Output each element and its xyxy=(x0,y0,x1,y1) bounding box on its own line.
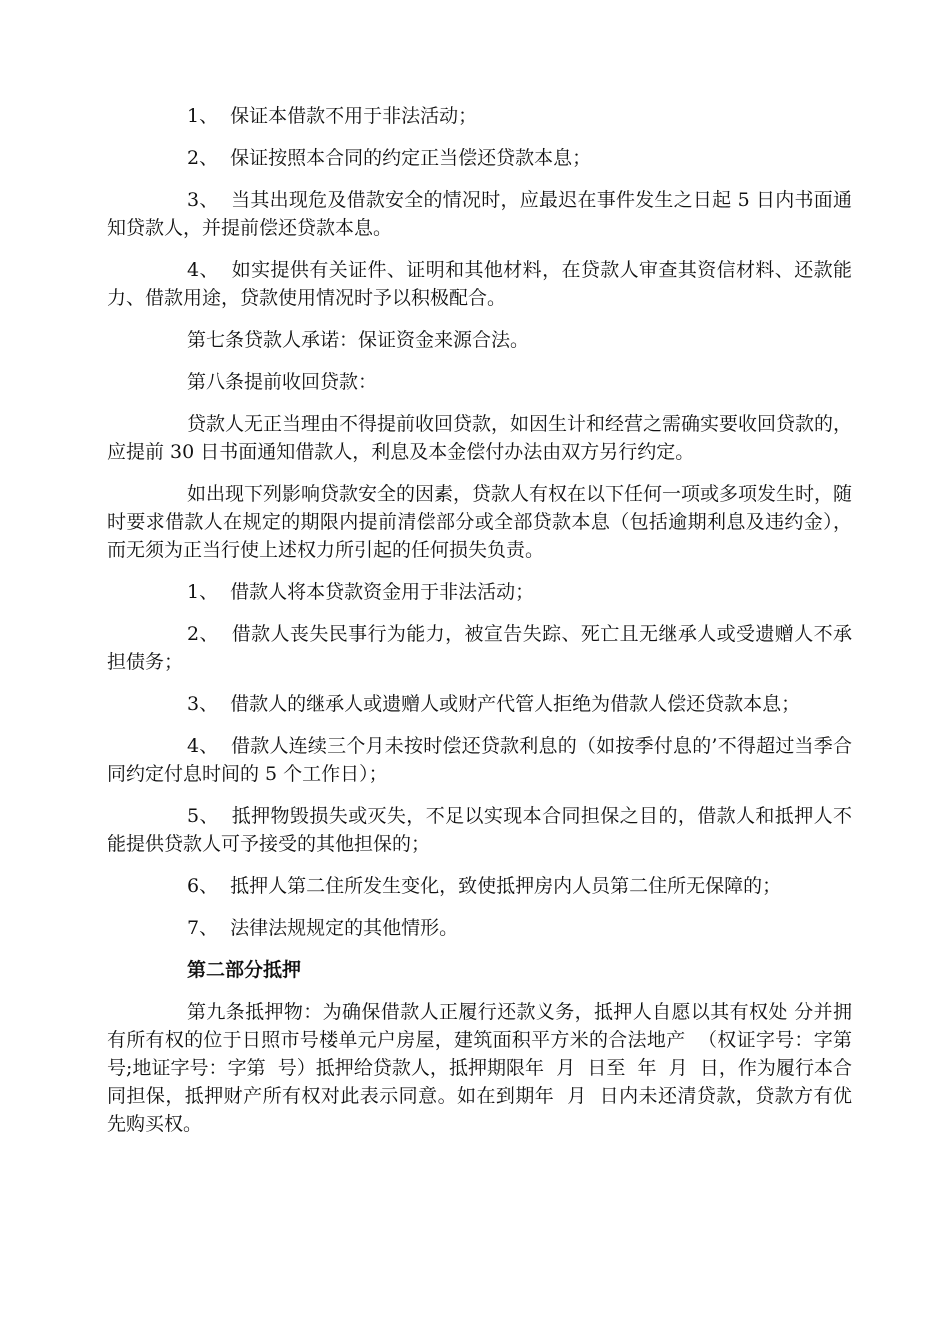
clause-2-repay-on-time: 2、 保证按照本合同的约定正当偿还贷款本息； xyxy=(187,147,592,169)
recall-item-2: 2、 借款人丧失民事行为能力，被宣告失踪、死亡且无继承人或受遗赠人不承担债务； xyxy=(107,623,852,673)
recall-item-1: 1、 借款人将本贷款资金用于非法活动； xyxy=(187,581,535,603)
article-9-collateral: 第九条抵押物：为确保借款人正履行还款义务，抵押人自愿以其有权处 分并拥有所有权的位于日照市号楼单元户房屋，建筑面积平方米的合法地产 （权证字号：字第 号;地证字号：字第 号）抵押给贷款人，抵押期限年 月 日至 年 月 日，作为履行本合同担保，抵押财产所有权对此表示同意。如在到期年 月 日内未还清贷款，贷款方有优先购买权。 xyxy=(107,1001,865,1135)
recall-item-4: 4、 借款人连续三个月未按时偿还贷款利息的（如按季付息的’不得超过当季合同约定付息时间的 5 个工作日）； xyxy=(107,735,852,785)
recall-item-7: 7、 法律法规规定的其他情形。 xyxy=(187,917,459,939)
article-8-early-recall-title: 第八条提前收回贷款： xyxy=(187,371,378,393)
clause-1-no-illegal-use: 1、 保证本借款不用于非法活动； xyxy=(187,105,478,127)
part-2-heading: 第二部分抵押 xyxy=(187,959,302,981)
clause-3-notify-risk: 3、 当其出现危及借款安全的情况时，应最迟在事件发生之日起 5 日内书面通知贷款人，并提前偿还贷款本息。 xyxy=(107,189,852,239)
article-7-lender-commitment: 第七条贷款人承诺：保证资金来源合法。 xyxy=(187,329,530,351)
recall-item-5: 5、 抵押物毁损失或灭失，不足以实现本合同担保之目的，借款人和抵押人不能提供贷款人可予接受的其他担保的； xyxy=(107,805,852,855)
article-8-paragraph-2: 如出现下列影响贷款安全的因素，贷款人有权在以下任何一项或多项发生时，随时要求借款人在规定的期限内提前清偿部分或全部贷款本息（包括逾期利息及违约金），而无须为正当行使上述权力所引起的任何损失负责。 xyxy=(107,483,853,561)
recall-item-6: 6、 抵押人第二住所发生变化，致使抵押房内人员第二住所无保障的； xyxy=(187,875,782,897)
article-8-paragraph-1: 贷款人无正当理由不得提前收回贷款，如因生计和经营之需确实要收回贷款的，应提前 30 日书面通知借款人，利息及本金偿付办法由双方另行约定。 xyxy=(107,413,853,463)
document-page xyxy=(107,102,865,1152)
clause-4-provide-materials: 4、 如实提供有关证件、证明和其他材料，在贷款人审查其资信材料、还款能力、借款用途，贷款使用情况时予以积极配合。 xyxy=(107,259,852,309)
recall-item-3: 3、 借款人的继承人或遗赠人或财产代管人拒绝为借款人偿还贷款本息； xyxy=(187,693,801,715)
